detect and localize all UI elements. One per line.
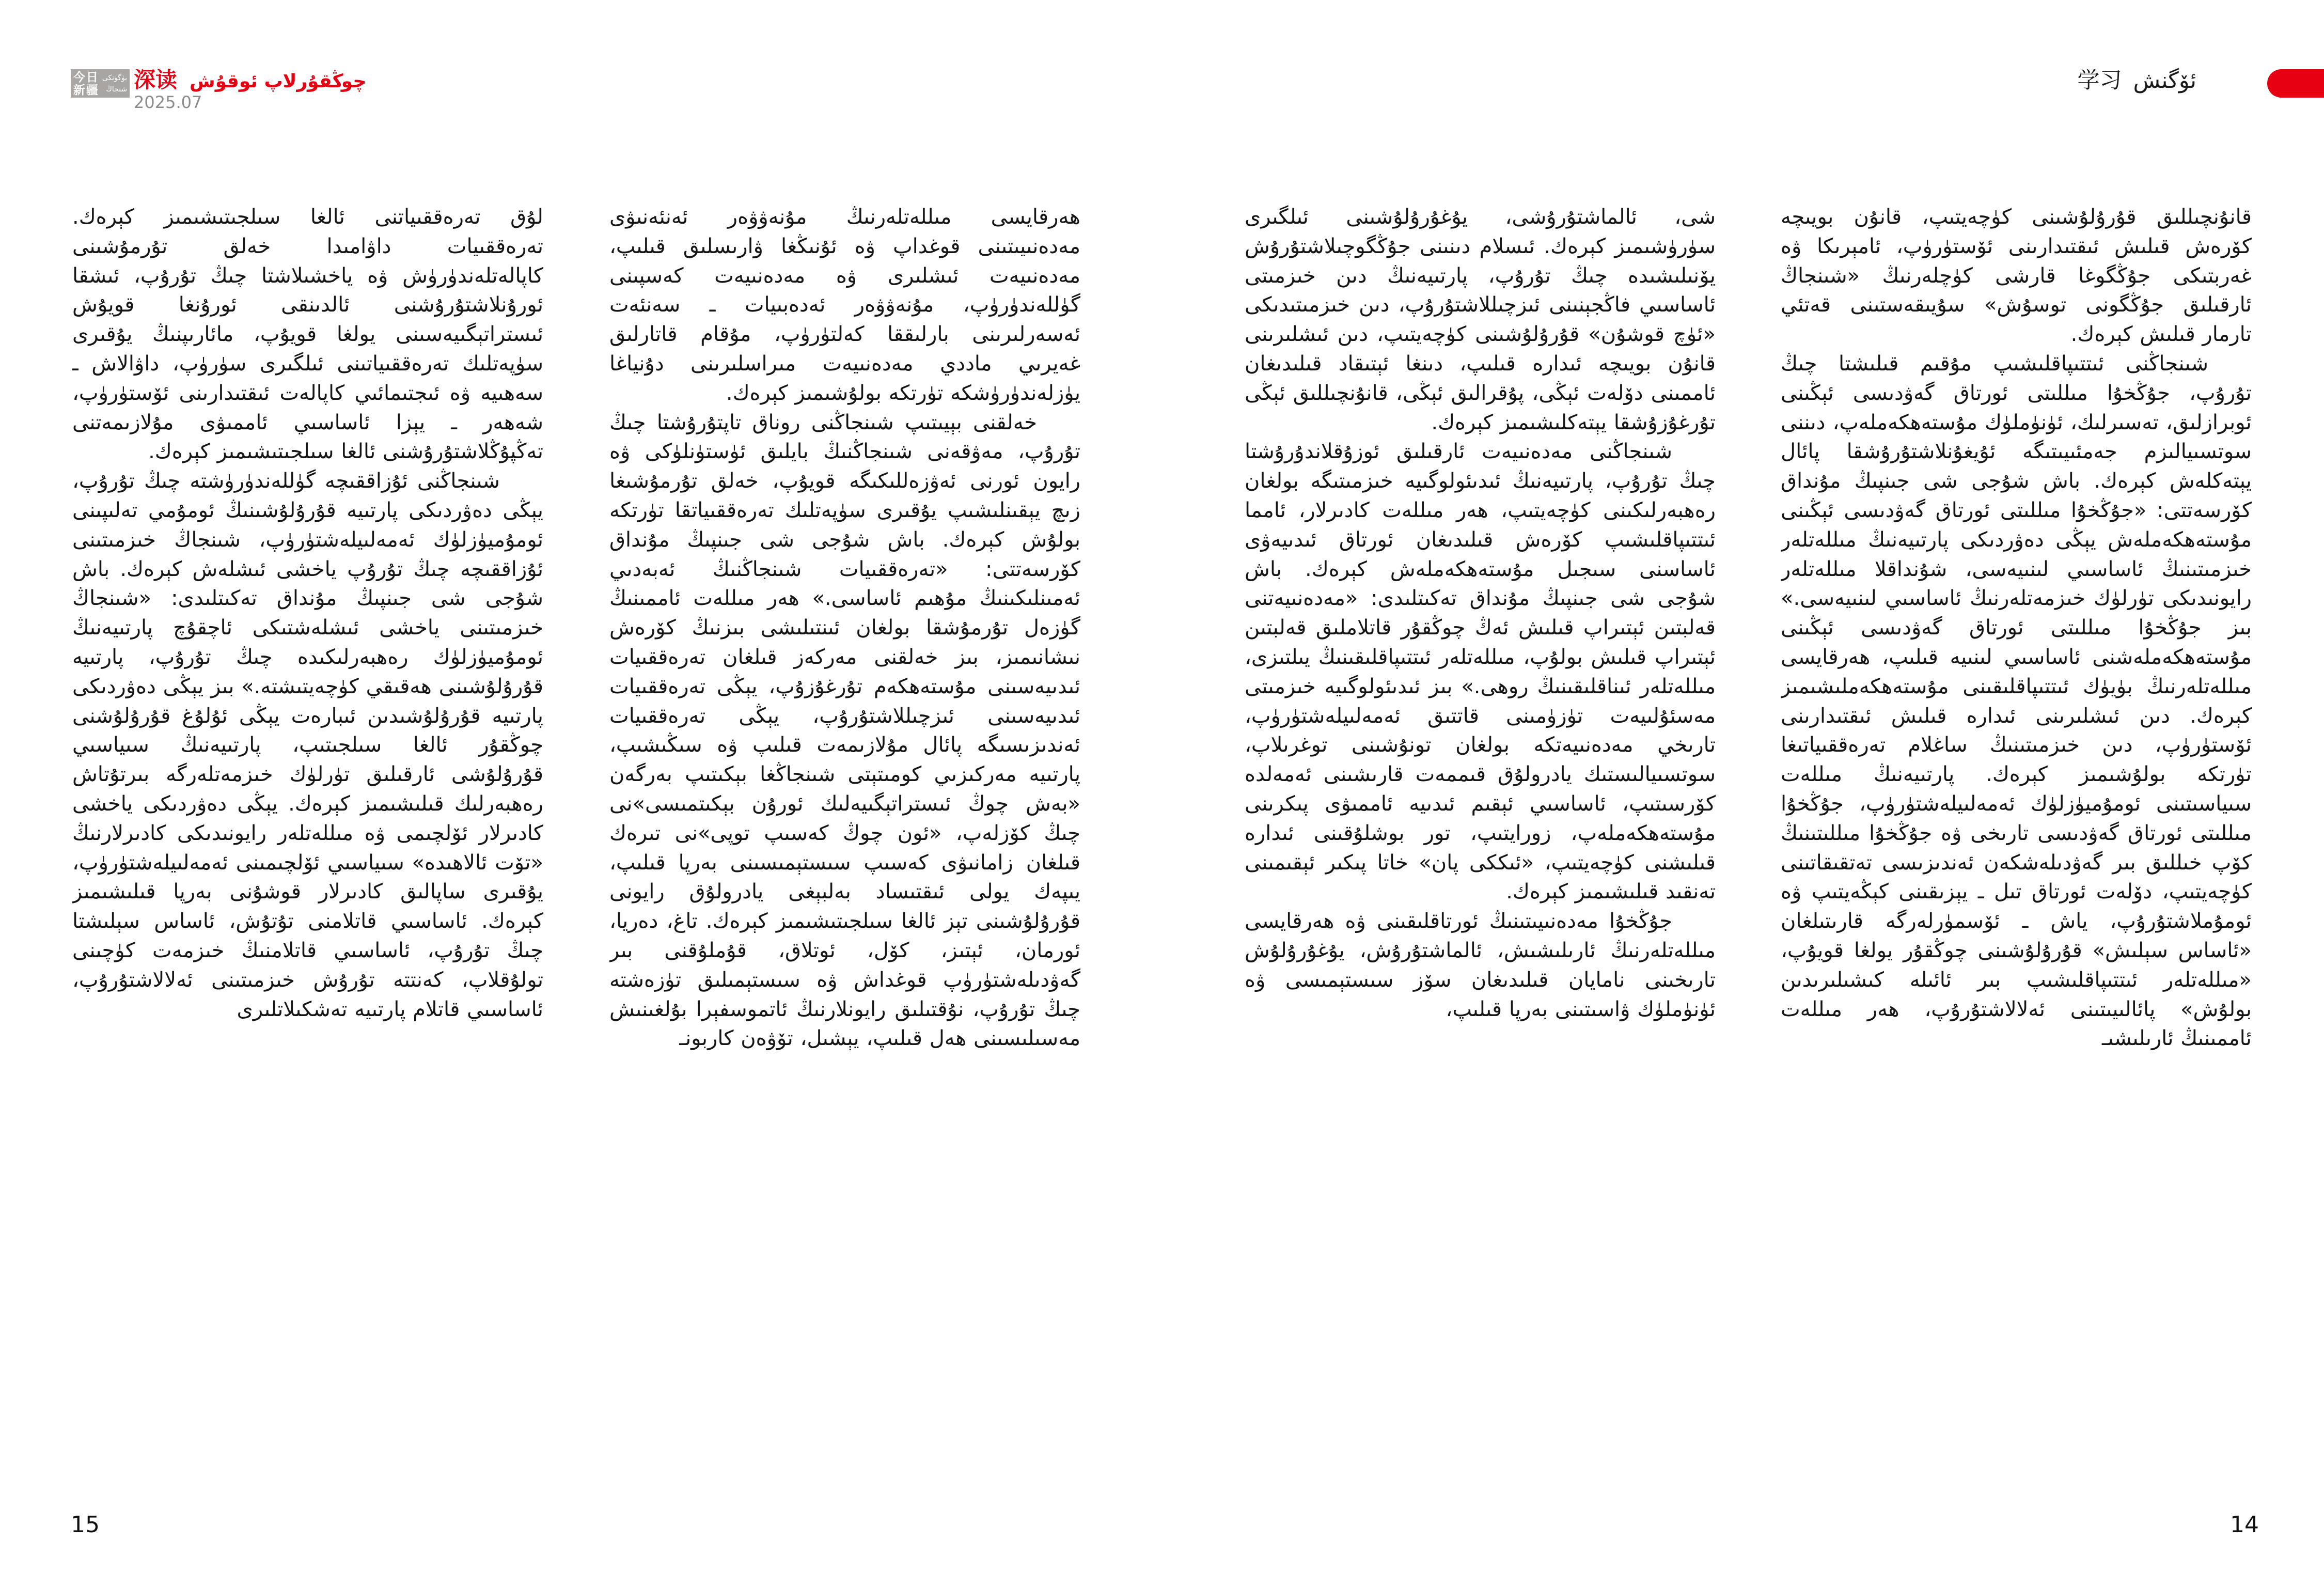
paragraph: قانۇنچىللىق قۇرۇلۇشىنى كۈچەيتىپ، قانۇن بويىچە كۆرەش قىلىش ئىقتىدارىنى ئۆستۈرۈپ، ئامېرىكا ۋە غەربتىكى جۇڭگوغا قارشى كۈچلەرنىڭ «شىنجاڭ ئارقىلىق جۇڭگونى توسۇش» سۇيىقەستىنى قەتئي تارمار قىلىش كېرەك. bbox=[1781, 205, 2252, 347]
paragraph: شىنجاڭنى ئىتتىپاقلىشىپ مۇقىم قىلىشتا چىڭ تۇرۇپ، جۇڭخۇا مىللىتى ئورتاق گەۋدىسى ئېڭىنى ئوبرازلىق، تەسىرلىك، ئۈنۈملۈك مۇستەھكەملەپ، دىننى سوتسىيالىزم جەمئىيىتىگە ئۇيغۇنلاشتۇرۇشقا پائال يېتەكلەش كېرەك. باش شۇجى شى جىنپىڭ مۇنداق كۆرسەتتى: «جۇڭخۇا مىللىتى ئورتاق گەۋدىسى ئېڭىنى مۇستەھكەملەش يېڭى دەۋردىكى پارتىيەنىڭ مىللەتلەر خىزمىتىنىڭ ئاساسىي لىنىيەسى، شۇنداقلا مىللەتلەر رايونىدىكى تۈرلۈك خىزمەتلەرنىڭ ئاساسىي لىنىيەسى.» بىز جۇڭخۇا مىللىتى ئورتاق گەۋدىسى ئېڭىنى مۇستەھكەملەشنى ئاساسىي لىنىيە قىلىپ، ھەرقايسى مىللەتلەرنىڭ بۈيۈك ئىتتىپاقلىقىنى مۇستەھكەملىشىمىز كېرەك. دىن ئىشلىرىنى ئىدارە قىلىش ئىقتىدارىنى ئۆستۈرۈپ، دىن خىزمىتىنىڭ ساغلام تەرەققىياتىغا تۈرتكە بولۇشىمىز كېرەك. پارتىيەنىڭ مىللەت سىياسىتىنى ئومۇميۈزلۈك ئەمەلىيلەشتۈرۈپ، جۇڭخۇا مىللىتى ئورتاق گەۋدىسى تارىخى ۋە جۇڭخۇا مىللىتىنىڭ كۆپ خىللىق بىر گەۋدىلەشكەن ئەندىزىسى تەتقىقاتىنى كۈچەيتىپ، دۆلەت ئورتاق تىل ـ يېزىقىنى كېڭەيتىپ ۋە ئومۇملاشتۇرۇپ، ياش ـ ئۆسمۈرلەرگە قارىتىلغان «ئاساس سېلىش» قۇرۇلۇشىنى چوڭقۇر يولغا قويۇپ، «مىللەتلەر ئىتتىپاقلىشىپ بىر ئائىلە كىشىلىرىدىن بولۇش» پائالىيىتىنى ئەلالاشتۇرۇپ، ھەر مىللەت ئاممىنىڭ ئارىلىشىـ bbox=[1781, 351, 2252, 1051]
paragraph: جۇڭخۇا مەدەنىيىتىنىڭ ئورتاقلىقىنى ۋە ھەرقايسى مىللەتلەرنىڭ ئارىلىشىش، ئالماشتۇرۇش، يۇغۇرۇلۇش تارىخىنى نامايان قىلىدىغان سۆز سىستېمىسى ۋە ئۈنۈملۈك ۋاسىتىنى بەرپا قىلىپ، bbox=[1245, 909, 1716, 1021]
logo-chinese-line2: 新疆 bbox=[73, 83, 99, 97]
paragraph: خەلقنى بېيىتىپ شىنجاڭنى روناق تاپتۇرۇشتا چىڭ تۇرۇپ، مەۋقەنى شىنجاڭنىڭ بايلىق ئۈستۈنلۈكى ۋە رايون ئورنى ئەۋزەللىكىگە قويۇپ، خەلق تۇرمۇشىغا زىچ يېقىنلىشىپ يۇقىرى سۈپەتلىك تەرەققىياتقا تۈرتكە بولۇش كېرەك. باش شۇجى شى جىنپىڭ مۇنداق كۆرسەتتى: «تەرەققىيات شىنجاڭنىڭ ئەبەدىي ئەمىنلىكىنىڭ مۇھىم ئاساسى.» ھەر مىللەت ئاممىنىڭ گۈزەل تۇرمۇشقا بولغان ئىنتىلىشى بىزنىڭ كۆرەش نىشانىمىز، بىز خەلقنى مەركەز قىلغان تەرەققىيات ئىدىيەسىنى مۇستەھكەم تۇرغۇزۇپ، يېڭى تەرەققىيات ئىدىيەسىنى ئىزچىللاشتۇرۇپ، يېڭى تەرەققىيات ئەندىزىسىگە پائال مۇلازىمەت قىلىپ ۋە سىڭىشىپ، پارتىيە مەركىزىي كومىتېتى شىنجاڭغا بېكىتىپ بەرگەن «بەش چوڭ ئىستراتېگىيەلىك ئورۇن بېكىتمىسى»نى چىڭ كۆزلەپ، «ئون چوڭ كەسىپ توپى»نى تىرەك قىلغان زامانىۋى كەسىپ سىستېمىسىنى بەرپا قىلىپ، يىپەك يولى ئىقتىساد بەلبېغى يادرولۇق رايونى قۇرۇلۇشىنى تېز ئالغا سىلجىتىشىمىز كېرەك. تاغ، دەريا، ئورمان، ئېتىز، كۆل، ئوتلاق، قۇملۇقنى بىر گەۋدىلەشتۈرۈپ قوغداش ۋە سىستېمىلىق تۈزەشتە چىڭ تۇرۇپ، نۇقتىلىق رايونلارنىڭ ئاتموسفېرا بۇلغىنىش مەسىلىسىنى ھەل قىلىپ، يېشىل، تۆۋەن كاربونـ bbox=[609, 410, 1080, 1051]
today-xinjiang-logo bbox=[71, 69, 130, 98]
text-column-page14-right bbox=[1781, 203, 2252, 1505]
page-topic-chinese: 学习 bbox=[2077, 68, 2122, 94]
section-title bbox=[134, 69, 366, 111]
text-column-page15-left bbox=[72, 203, 543, 1505]
page-topic-header bbox=[2078, 67, 2196, 94]
page-number-right: 14 bbox=[2230, 1512, 2259, 1538]
logo-uyghur-line2: شنجاڭ bbox=[106, 85, 128, 94]
issue-date: 2025.07 bbox=[134, 92, 202, 112]
text-column-page15-right bbox=[609, 203, 1080, 1505]
text-column-page14-left bbox=[1245, 203, 1716, 1505]
paragraph: شىنجاڭنى مەدەنىيەت ئارقىلىق ئوزۇقلاندۇرۇشتا چىڭ تۇرۇپ، پارتىيەنىڭ ئىدىئولوگىيە خىزمىتىگە بولغان رەھبەرلىكىنى كۈچەيتىپ، ھەر مىللەت كادىرلار، ئامما ئىتتىپاقلىشىپ كۆرەش قىلىدىغان ئورتاق ئىدىيەۋى ئاساسنى سىجىل مۇستەھكەملەش كېرەك. باش شۇجى شى جىنپىڭ مۇنداق تەكىتلىدى: «مەدەنىيەتنى قەلبتىن ئېتىراپ قىلىش ئەڭ چوڭقۇر قاتلاملىق قەلبتىن ئېتىراپ قىلىش بولۇپ، مىللەتلەر ئىتتىپاقلىقىنىڭ يىلتىزى، مىللەتلەر ئىناقلىقىنىڭ روھى.» بىز ئىدىئولوگىيە خىزمىتى مەسئۇلىيەت تۈزۈمىنى قاتتىق ئەمەلىيلەشتۈرۈپ، تارىخي مەدەنىيەتكە بولغان تونۇشىنى توغرىلاپ، سوتسىيالىستىك يادرولۇق قىممەت قارىشىنى ئەمەلدە كۆرسىتىپ، ئاساسىي ئېقىم ئىدىيە ئاممىۋى پىكرىنى مۇستەھكەملەپ، زورايتىپ، تور بوشلۇقىنى ئىدارە قىلىشنى كۈچەيتىپ، «ئىككى پان» خاتا پىكىر ئېقىمىنى تەنقىد قىلىشىمىز كېرەك. bbox=[1245, 440, 1716, 904]
section-title-row bbox=[134, 69, 366, 92]
section-header bbox=[71, 69, 366, 111]
page-topic-uyghur: ئۆگنش bbox=[2133, 68, 2196, 94]
paragraph: شى، ئالماشتۇرۇشى، يۇغۇرۇلۇشىنى ئىلگىرى سۈرۈشىمىز كېرەك. ئىسلام دىنىنى جۇڭگوچىلاشتۇرۇش يۆنىلىشىدە چىڭ تۇرۇپ، پارتىيەنىڭ دىن خىزمىتى ئاساسىي فاڭجېنىنى ئىزچىللاشتۇرۇپ، دىن خىزمىتىدىكى «ئۈچ قوشۇن» قۇرۇلۇشىنى كۈچەيتىپ، دىن ئىشلىرىنى قانۇن بويىچە ئىدارە قىلىپ، دىنغا ئېتىقاد قىلىدىغان ئاممىنى دۆلەت ئېڭى، پۇقرالىق ئېڭى، قانۇنچىللىق ئېڭى تۇرغۇزۇشقا يېتەكلىشىمىز كېرەك. bbox=[1245, 205, 1716, 434]
paragraph: ھەرقايسى مىللەتلەرنىڭ مۇنەۋۋەر ئەنئەنىۋى مەدەنىيىتىنى قوغداپ ۋە ئۇنىڭغا ۋارىسلىق قىلىپ، مەدەنىيەت ئىشلىرى ۋە مەدەنىيەت كەسپىنى گۈللەندۈرۈپ، مۇنەۋۋەر ئەدەبىيات ـ سەنئەت ئەسەرلىرىنى بارلىققا كەلتۈرۈپ، مۇقام قاتارلىق غەيرىي ماددي مەدەنىيەت مىراسلىرىنى دۇنياغا يۈزلەندۈرۈشكە تۈرتكە بولۇشىمىز كېرەك. bbox=[609, 205, 1080, 405]
paragraph: شىنجاڭنى ئۇزاققىچە گۈللەندۈرۈشتە چىڭ تۇرۇپ، يېڭى دەۋردىكى پارتىيە قۇرۇلۇشىنىڭ ئومۇمي تەلىپىنى ئومۇميۈزلۈك ئەمەلىيلەشتۈرۈپ، شىنجاڭ خىزمىتىنى ئۇزاققىچە چىڭ تۇرۇپ ياخشى ئىشلەش كېرەك. باش شۇجى شى جىنپىڭ مۇنداق تەكىتلىدى: «شىنجاڭ خىزمىتىنى ياخشى ئىشلەشتىكى ئاچقۇچ پارتىيەنىڭ ئومۇميۈزلۈك رەھبەرلىكىدە چىڭ تۇرۇپ، پارتىيە قۇرۇلۇشىنى ھەقىقي كۈچەيتىشتە.» بىز يېڭى دەۋردىكى پارتىيە قۇرۇلۇشىدىن ئىبارەت يېڭى ئۇلۇغ قۇرۇلۇشنى چوڭقۇر ئالغا سىلجىتىپ، پارتىيەنىڭ سىياسىي قۇرۇلۇشى ئارقىلىق تۈرلۈك خىزمەتلەرگە بىرتۇتاش رەھبەرلىك قىلىشىمىز كېرەك. يېڭى دەۋردىكى ياخشى كادىرلار ئۆلچىمى ۋە مىللەتلەر رايونىدىكى كادىرلارنىڭ «تۆت ئالاھىدە» سىياسىي ئۆلچىمىنى ئەمەلىيلەشتۈرۈپ، يۇقىرى ساپالىق كادىرلار قوشۇنى بەرپا قىلىشىمىز كېرەك. ئاساسىي قاتلامنى تۇتۇش، ئاساس سېلىشتا چىڭ تۇرۇپ، ئاساسىي قاتلامنىڭ خىزمەت كۈچىنى تولۇقلاپ، كەنتتە تۇرۇش خىزمىتىنى ئەلالاشتۇرۇپ، ئاساسىي قاتلام پارتىيە تەشكىلاتلىرى bbox=[72, 469, 543, 1021]
section-title-chinese: 深读 bbox=[134, 67, 178, 92]
page-number-left: 15 bbox=[71, 1512, 100, 1538]
logo-uyghur-line1: بۈگۈنكى bbox=[102, 73, 128, 82]
logo-uyghur bbox=[102, 72, 127, 95]
paragraph: لۇق تەرەققىياتنى ئالغا سىلجىتىشىمىز كېرەك. تەرەققىيات داۋامىدا خەلق تۇرمۇشىنى كاپالەتلەندۈرۈش ۋە ياخشىلاشتا چىڭ تۇرۇپ، ئىشقا ئورۇنلاشتۇرۇشنى ئالدىنقى ئورۇنغا قويۇش ئىستراتېگىيەسىنى يولغا قويۇپ، مائارىپنىڭ يۇقىرى سۈپەتلىك تەرەققىياتىنى ئىلگىرى سۈرۈپ، داۋالاش ـ سەھىيە ۋە ئىجتىمائىي كاپالەت ئىقتىدارىنى ئۆستۈرۈپ، شەھەر ـ يېزا ئاساسىي ئاممىۋى مۇلازىمەتنى تەڭپۇڭلاشتۇرۇشنى ئالغا سىلجىتىشىمىز كېرەك. bbox=[72, 205, 543, 464]
logo-chinese bbox=[73, 71, 99, 97]
corner-tab-shape bbox=[2267, 69, 2324, 98]
section-title-uyghur: چوڭقۇرلاپ ئوقۇش bbox=[190, 71, 367, 92]
logo-chinese-line1: 今日 bbox=[73, 70, 99, 84]
